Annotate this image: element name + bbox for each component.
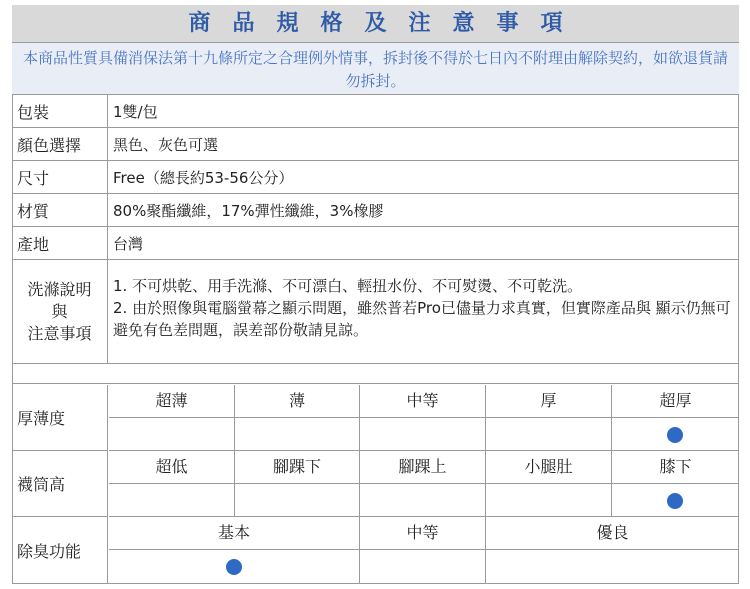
section-spacer (12, 364, 739, 384)
deodorant-option: 優良 (486, 517, 739, 550)
sock-height-label: 襪筒高 (12, 451, 108, 517)
thickness-option: 厚 (486, 385, 612, 418)
thickness-option: 超薄 (109, 385, 235, 418)
spec-value: 1雙/包 (113, 102, 158, 121)
spec-row-material (12, 194, 739, 227)
thickness-selected-dot (667, 427, 683, 443)
sock-height-option: 腳踝下 (235, 451, 360, 484)
spec-label: 材質 (12, 194, 108, 226)
thickness-marker-cell (109, 418, 235, 451)
thickness-marker-cell (486, 418, 612, 451)
spec-label: 顏色選擇 (12, 128, 108, 160)
spec-row-package (12, 95, 739, 128)
thickness-marker-cell (360, 418, 486, 451)
sock-height-option: 膝下 (612, 451, 739, 484)
deodorant-label: 除臭功能 (12, 517, 108, 583)
spec-row-color (12, 128, 739, 161)
thickness-marker-cell (235, 418, 360, 451)
sock-height-marker-cell (235, 484, 360, 517)
spec-value: 台灣 (113, 234, 144, 253)
deodorant-option: 基本 (109, 517, 360, 550)
spec-row-care (12, 260, 739, 364)
deodorant-marker-cell (486, 550, 739, 583)
care-line-2: 2. 由於照像與電腦螢幕之顯示問題，雖然普若Pro已儘量力求真實，但實際產品與 顯示仍無可避免有色差問題，誤差部份敬請見諒。 (113, 299, 731, 339)
thickness-label: 厚薄度 (12, 385, 108, 451)
deodorant-selected-dot (226, 559, 242, 575)
sock-height-marker-cell (360, 484, 486, 517)
spec-row-size (12, 161, 739, 194)
sock-height-marker-cell (109, 484, 235, 517)
thickness-option: 薄 (235, 385, 360, 418)
spec-title: 商品規格及注意事項 (12, 5, 739, 43)
care-label: 洗滌說明 與 注意事項 (12, 260, 108, 363)
deodorant-option: 中等 (360, 517, 486, 550)
sock-height-selected-dot (667, 493, 683, 509)
spec-label: 產地 (12, 227, 108, 259)
sock-height-marker-cell (486, 484, 612, 517)
return-policy-notice: 本商品性質具備消保法第十九條所定之合理例外情事，拆封後不得於七日內不附理由解除契約，如欲退貨請勿拆封。 (12, 43, 739, 95)
thickness-grid (12, 385, 739, 451)
spec-value: 80%聚酯纖維，17%彈性纖維，3%橡膠 (113, 201, 384, 220)
sock-height-option: 小腿肚 (486, 451, 612, 484)
deodorant-grid (12, 517, 739, 583)
spec-value: Free（總長約53-56公分） (113, 168, 294, 187)
spec-label: 尺寸 (12, 161, 108, 193)
deodorant-marker-cell (360, 550, 486, 583)
spec-label: 包裝 (12, 95, 108, 127)
thickness-option: 中等 (360, 385, 486, 418)
sock-height-grid (12, 451, 739, 517)
sock-height-option: 腳踝上 (360, 451, 486, 484)
care-line-1: 1. 不可烘乾、用手洗滌、不可漂白、輕扭水份、不可熨燙、不可乾洗。 (113, 277, 583, 295)
care-text (109, 260, 739, 363)
spec-value: 黑色、灰色可選 (113, 135, 219, 154)
sock-height-option: 超低 (109, 451, 235, 484)
thickness-option: 超厚 (612, 385, 739, 418)
spec-row-origin (12, 227, 739, 260)
